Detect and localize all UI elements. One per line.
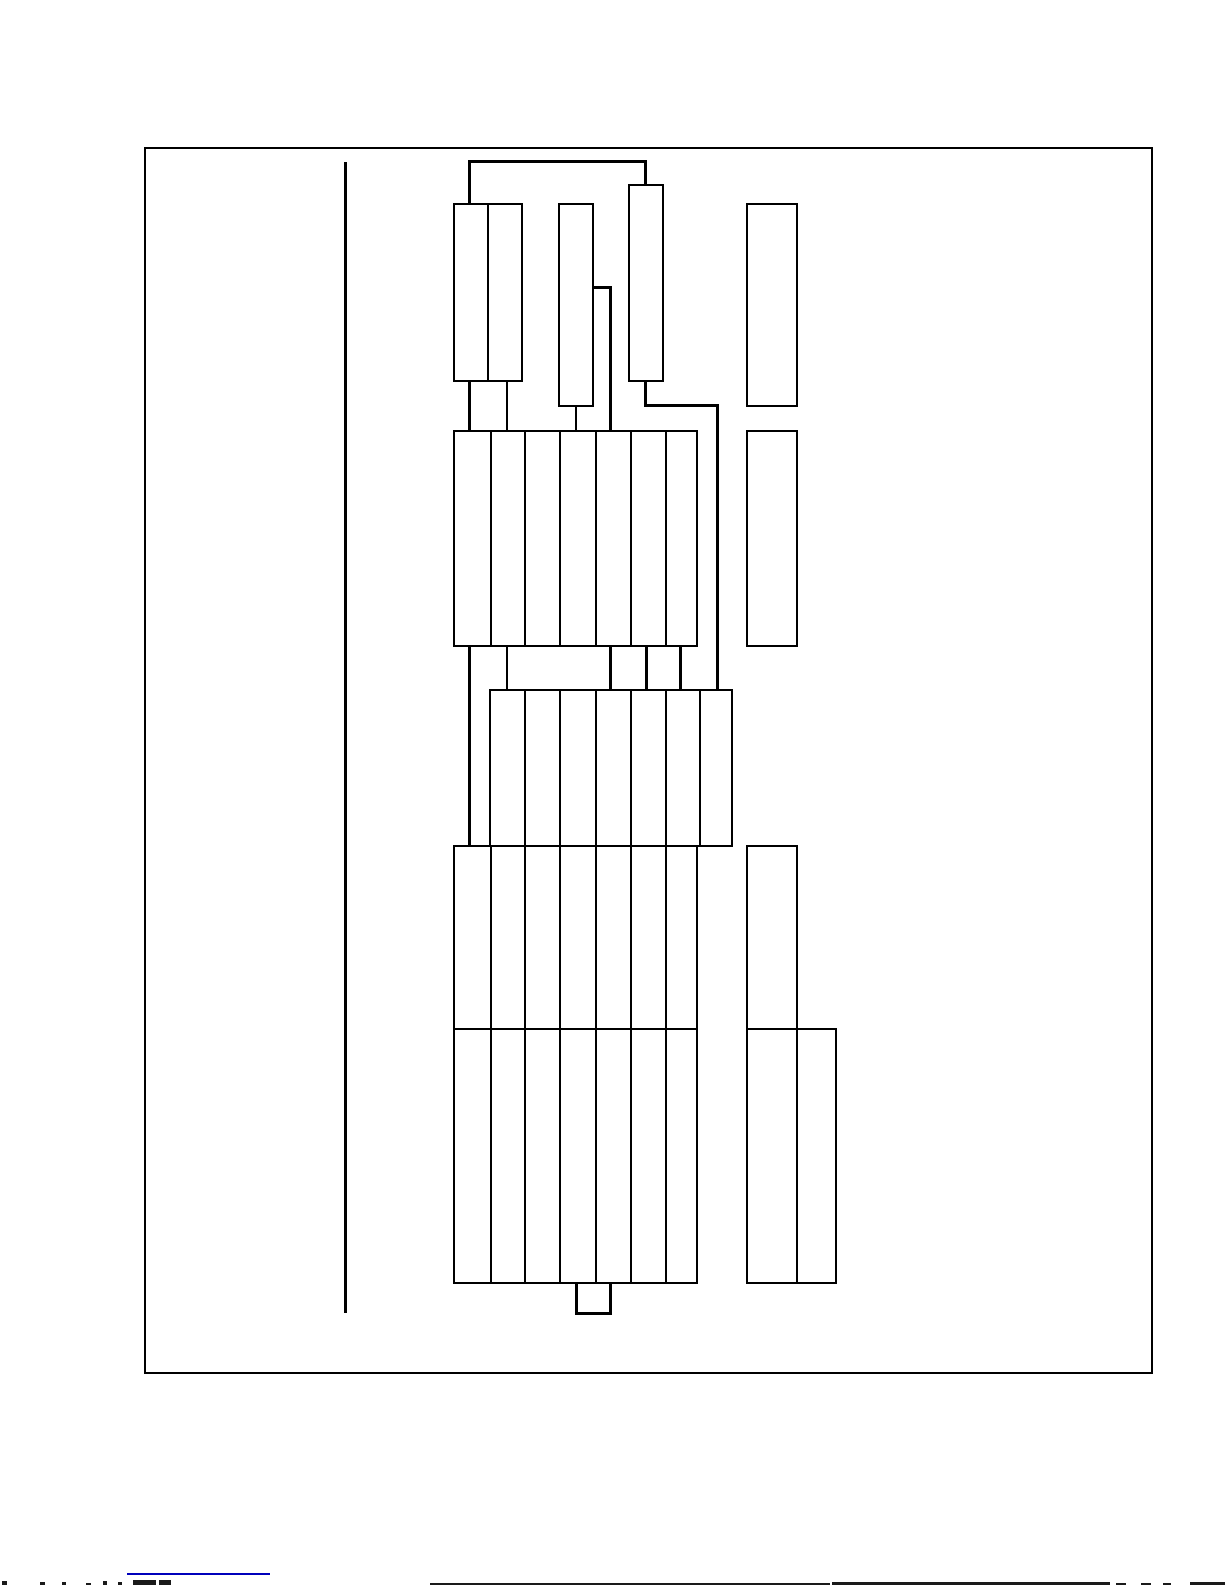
footer-link-underline[interactable] — [127, 1573, 270, 1575]
footer-cutoff-text-fragment — [2, 1581, 7, 1585]
footer-cutoff-text-fragment — [159, 1580, 171, 1585]
footer-cutoff-text-fragment — [103, 1581, 107, 1585]
footer-cutoff-text-fragment — [133, 1580, 156, 1585]
